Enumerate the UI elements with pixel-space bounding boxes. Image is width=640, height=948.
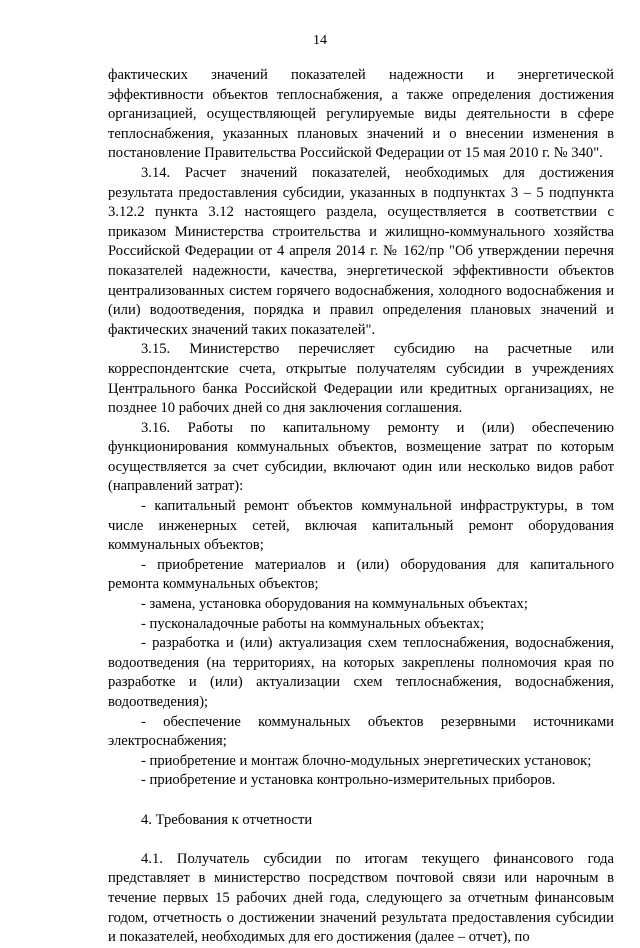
list-item-instruments: - приобретение и установка контрольно-измерительных приборов. bbox=[141, 772, 556, 789]
list-item-schemes: - разработка и (или) актуализация схем теплоснабжения, водоснабжения, водоотведения (на территориях, на которых закреплены полномочия края по разработке и (или) актуализации схем теплоснабжения, водоснабжения, водоотведения); bbox=[108, 635, 614, 710]
paragraph-3-14: 3.14. Расчет значений показателей, необходимых для достижения результата предоставления субсидии, указанных в подпунктах 3 – 5 подпункта 3.12.2 пункта 3.12 настоящего раздела, осуществляется в соответствии с приказом Министерства строительства и жилищно-коммунального хозяйства Российской Федерации от 4 апреля 2014 г. № 162/пр "Об утверждении перечня показателей надежности, качества, энергетической эффективности объектов централизованных систем горячего водоснабжения, холодного водоснабжения и (или) водоотведения, порядка и правил определения плановых значений и фактических значений таких показателей". bbox=[108, 164, 614, 338]
list-item-capital-repair: - капитальный ремонт объектов коммунальной инфраструктуры, в том числе инженерных сетей, включая капитальный ремонт оборудования коммунальных объектов; bbox=[108, 498, 614, 554]
paragraph-4-1: 4.1. Получатель субсидии по итогам текущего финансового года представляет в министерство посредством почтовой связи или нарочным в течение первых 15 рабочих дней года, следующего за отчетным финансовым годом, отчетность о достижении значений результата предоставления субсидии и показателей, необходимых для его достижения (далее – отчет), по bbox=[108, 850, 614, 946]
document-body bbox=[108, 66, 614, 948]
list-item-modular-units: - приобретение и монтаж блочно-модульных энергетических установок; bbox=[141, 752, 592, 769]
list-item-equipment-replacement: - замена, установка оборудования на коммунальных объектах; bbox=[141, 596, 528, 613]
list-item-backup-power: - обеспечение коммунальных объектов резервными источниками электроснабжения; bbox=[108, 713, 614, 750]
page-number: 14 bbox=[313, 33, 327, 48]
list-item-materials: - приобретение материалов и (или) оборудования для капитального ремонта коммунальных объектов; bbox=[108, 556, 614, 593]
paragraph-3-16: 3.16. Работы по капитальному ремонту и (или) обеспечению функционирования коммунальных объектов, возмещение затрат по которым осуществляется за счет субсидии, включают один или несколько видов работ (направлений затрат): bbox=[108, 419, 614, 495]
paragraph-3-15: 3.15. Министерство перечисляет субсидию на расчетные или корреспондентские счета, открытые получателям субсидии в учреждениях Центрального банка Российской Федерации или кредитных организациях, не позднее 10 рабочих дней со дня заключения соглашения. bbox=[108, 341, 614, 417]
list-item-commissioning: - пусконаладочные работы на коммунальных объектах; bbox=[141, 615, 485, 632]
section-heading-reporting: 4. Требования к отчетности bbox=[141, 811, 313, 828]
paragraph-continuation: фактических значений показателей надежности и энергетической эффективности объектов теплоснабжения, а также определения достижения организацией, осуществляющей регулируемые виды деятельности в сфере теплоснабжения, указанных плановых значений и о внесении изменения в постановление Правительства Российской Федерации от 15 мая 2010 г. № 340". bbox=[108, 67, 614, 162]
